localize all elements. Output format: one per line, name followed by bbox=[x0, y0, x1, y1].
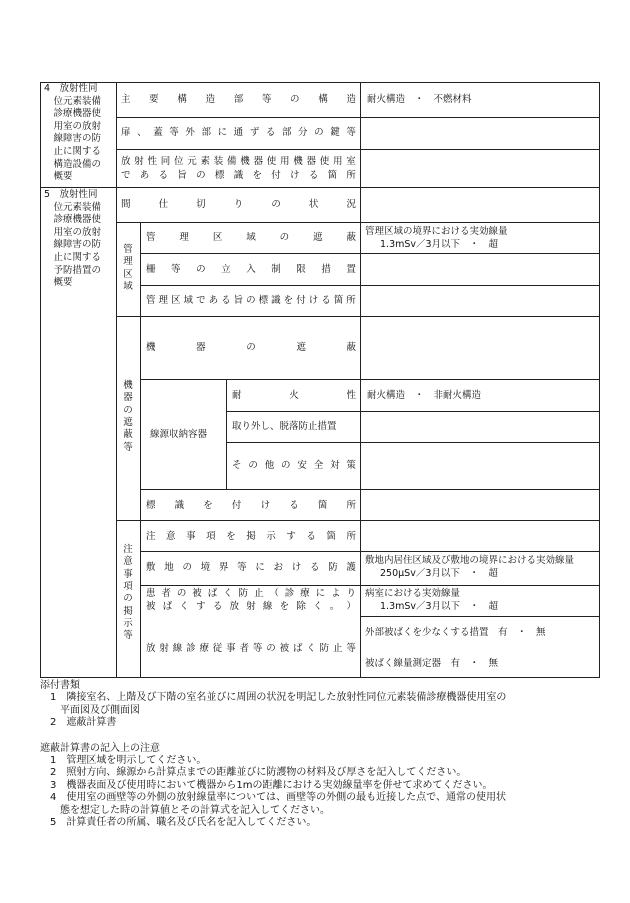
group-label-char: 等 bbox=[123, 441, 133, 453]
item-partition: 間 仕 切 り の 状 況 bbox=[121, 199, 356, 210]
item-main-structure: 主 要 構 造 部 等 の 構 造 bbox=[121, 94, 356, 105]
group-label-char: 注 bbox=[123, 544, 133, 555]
item-patient-line2: 被 ば く す る 放 射 線 を 除 く 。 ） bbox=[146, 601, 356, 612]
note-item: 1 管理区域を明示してください。 bbox=[40, 755, 207, 767]
group-label-char: 機 bbox=[123, 380, 133, 391]
group-label-char: 理 bbox=[123, 256, 133, 268]
value-patient-line2: 1.3mSv／3月以下 ・ 超 bbox=[380, 601, 499, 612]
value-control-area-line1: 管理区域の境界における実効線量 bbox=[365, 226, 508, 237]
item-door-locks: 扉 、 蓋 等 外 部 に 通 ず る 部 分 の 鍵 等 bbox=[121, 127, 356, 138]
item-other-safety: そ の 他 の 安 全 対 策 bbox=[232, 460, 356, 471]
group-label-char: 管 bbox=[123, 244, 133, 255]
group-label-char: 区 bbox=[123, 268, 133, 280]
value-boundary-line2: 250μSv／3月以下 ・ 超 bbox=[380, 568, 498, 579]
notes-section bbox=[40, 680, 610, 829]
item-fire-resistance: 耐 火 性 bbox=[232, 390, 356, 401]
section4-label: 4 放射性同 位元素装備 診療機器使 用室の放射 線障害の防 止に関する 構造設備の 概要 bbox=[44, 83, 102, 183]
item-control-sign: 管 理 区 域 で あ る 旨 の 標 識 を 付 け る 箇 所 bbox=[146, 295, 356, 306]
form-table bbox=[40, 82, 600, 678]
group-label-char: 等 bbox=[123, 630, 133, 642]
note-item: 2 照射方向、線源から計算点までの距離並びに防護物の材料及び厚さを記入してください。 bbox=[40, 767, 467, 779]
group-label-char: 項 bbox=[123, 581, 133, 593]
note-item: 態を想定した時の計算値とその計算式を記入してください。 bbox=[40, 804, 330, 816]
section5-label: 5 放射性同 位元素装備 診療機器使 用室の放射 線障害の防 止に関する 予防措置の 概要 bbox=[44, 189, 102, 289]
item-notice-place: 注 意 事 項 を 掲 示 す る 箇 所 bbox=[146, 531, 356, 542]
item-sign-place: 標 識 を 付 け る 箇 所 bbox=[146, 500, 356, 511]
value-fire-resistance: 耐火構造 ・ 非耐火構造 bbox=[367, 390, 482, 401]
value-external-exposure: 外部被ばくを少なくする措置 有 ・ 無 bbox=[365, 627, 546, 638]
note-item: 5 計算責任者の所属、職名及び氏名を記入してください。 bbox=[40, 817, 317, 829]
group-label-char: 域 bbox=[123, 281, 133, 293]
item-worker-protection: 放 射 線 診 療 従 事 者 等 の 被 ば く 防 止 等 bbox=[146, 643, 356, 654]
item-patient-line1: 患 者 の 被 ば く 防 止 （ 診 療 に よ り bbox=[146, 588, 356, 599]
group-label-char: の bbox=[123, 593, 133, 605]
value-patient-line1: 病室における実効線量 bbox=[365, 588, 461, 599]
value-boundary-line1: 敷地内居住区域及び敷地の境界における実効線量 bbox=[365, 555, 575, 566]
device-shielding-label bbox=[118, 380, 138, 454]
item-room-sign-line1: 放 射 性 同 位 元 素 装 備 機 器 使 用 機 器 使 用 室 bbox=[121, 156, 356, 167]
control-area-label bbox=[118, 244, 138, 293]
group-label-char: 遮 bbox=[123, 417, 133, 429]
group-label-char: 意 bbox=[123, 556, 133, 568]
note-item: 3 機器表面及び使用時において機器から1mの距離における実効線量率を併せて求めてください。 bbox=[40, 779, 493, 791]
attachment-item: 1 隣接室名、上階及び下階の室名並びに周囲の状況を明記した放射性同位元素装備診療機器使用室の bbox=[40, 692, 507, 704]
attachment-item: 2 遮蔽計算書 bbox=[40, 717, 117, 729]
group-label-char: 掲 bbox=[123, 605, 133, 617]
group-label-char: 示 bbox=[123, 618, 133, 630]
notice-label bbox=[118, 544, 138, 643]
group-label-char: 蔽 bbox=[123, 429, 133, 441]
attachments-heading: 添付書類 bbox=[40, 680, 80, 691]
group-label-char: の bbox=[123, 404, 133, 416]
note-item: 4 使用室の画壁等の外側の放射線量率については、画壁等の外側の最も近接した点で、通常の使用状 bbox=[40, 792, 506, 804]
group-label-char: 器 bbox=[123, 392, 133, 404]
source-container-label: 線源収納容器 bbox=[150, 429, 208, 440]
group-label-char: 事 bbox=[123, 568, 133, 580]
item-device-shield: 機 器 の 遮 蔽 bbox=[146, 342, 356, 353]
attachment-item: 平面図及び側面図 bbox=[40, 704, 140, 716]
item-fence: 柵 等 の 立 入 制 限 措 置 bbox=[146, 264, 356, 275]
value-main-structure: 耐火構造 ・ 不燃材料 bbox=[367, 94, 472, 105]
item-removal-prevention: 取り外し、脱落防止措置 bbox=[232, 421, 337, 432]
item-room-sign-line2: で あ る 旨 の 標 識 を 付 け る 箇 所 bbox=[121, 170, 356, 181]
value-control-area-line2: 1.3mSv／3月以下 ・ 超 bbox=[380, 239, 499, 250]
shield-notes-heading: 遮蔽計算書の記入上の注意 bbox=[40, 742, 160, 754]
item-boundary-protection: 敷 地 の 境 界 等 に お け る 防 護 bbox=[146, 562, 356, 573]
item-control-area-shield: 管 理 区 域 の 遮 蔽 bbox=[146, 232, 356, 243]
value-dosimeter: 被ばく線量測定器 有 ・ 無 bbox=[365, 658, 499, 669]
